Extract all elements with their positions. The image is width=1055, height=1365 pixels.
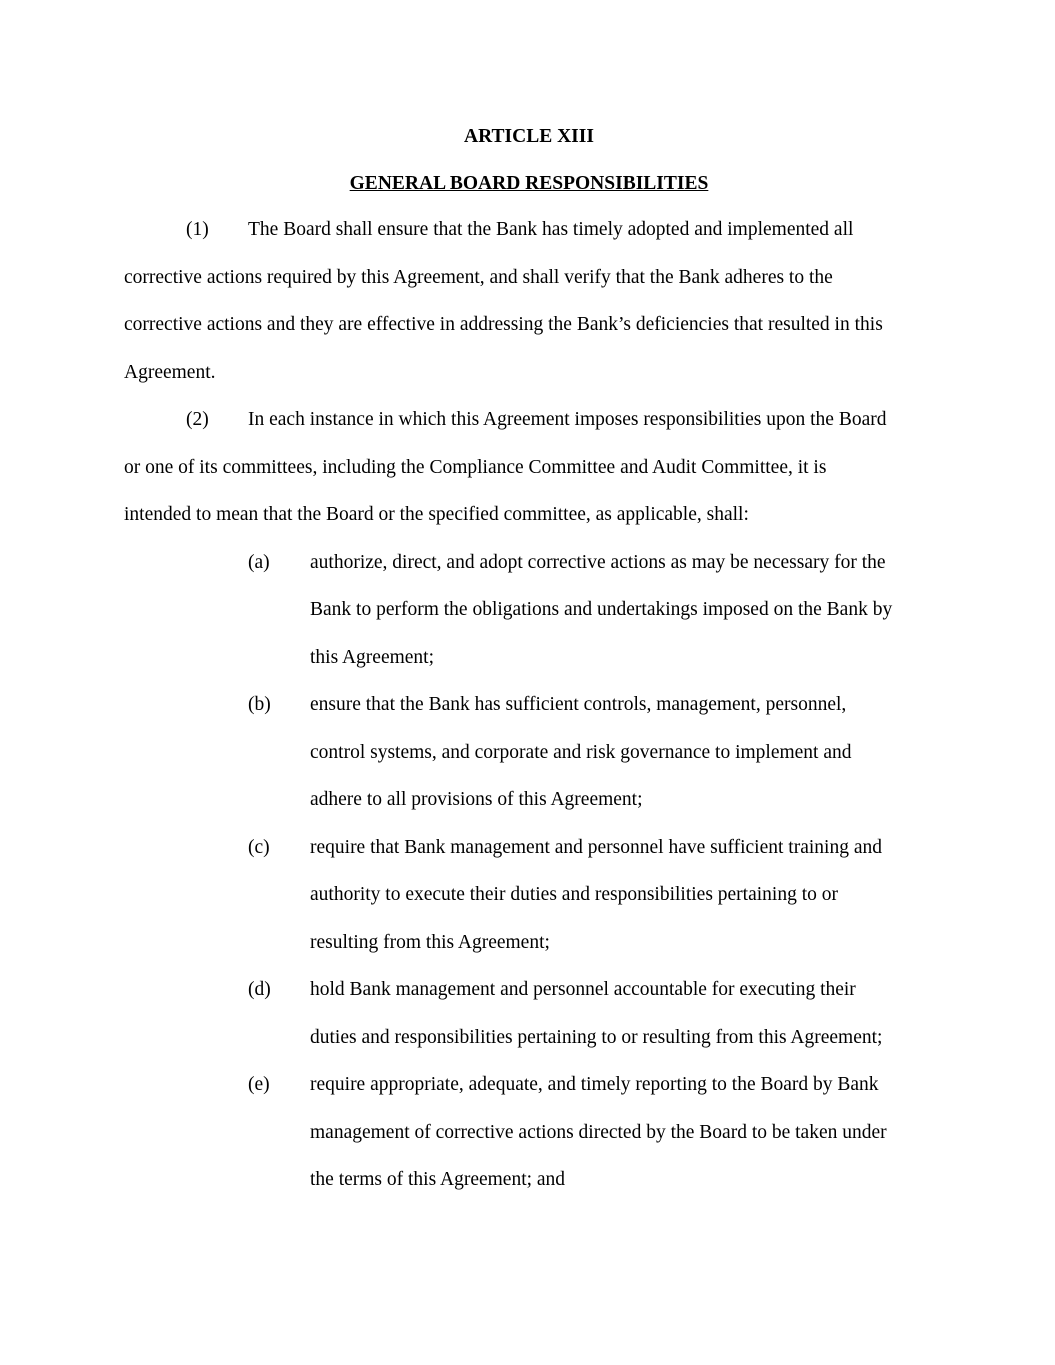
article-title: GENERAL BOARD RESPONSIBILITIES bbox=[349, 173, 709, 194]
paragraph-line: intended to mean that the Board or the specified committee, as applicable, shall: bbox=[124, 504, 749, 525]
list-item-e bbox=[124, 1061, 934, 1204]
list-line: management of corrective actions directed by the Board to be taken under bbox=[310, 1121, 887, 1143]
paragraph-line: The Board shall ensure that the Bank has timely adopted and implemented all bbox=[248, 219, 854, 240]
paragraph-line: Agreement. bbox=[124, 361, 216, 383]
paragraph-2 bbox=[124, 396, 934, 539]
list-item-c bbox=[124, 824, 934, 967]
list-line: require appropriate, adequate, and timely reporting to the Board by Bank bbox=[310, 1074, 879, 1095]
paragraph-line: corrective actions required by this Agreement, and shall verify that the Bank adheres to the bbox=[124, 266, 833, 288]
list-item-b bbox=[124, 681, 934, 824]
list-letter: (b) bbox=[248, 694, 271, 715]
list-letter: (c) bbox=[248, 836, 270, 858]
paragraph-1 bbox=[124, 206, 934, 396]
paragraph-line: corrective actions and they are effective in addressing the Bank’s deficiencies that resulted in this bbox=[124, 314, 883, 335]
list-line: this Agreement; bbox=[310, 646, 435, 668]
list-letter: (a) bbox=[248, 551, 270, 573]
document-page bbox=[124, 122, 934, 1204]
paragraph-line: In each instance in which this Agreement imposes responsibilities upon the Board bbox=[248, 409, 887, 430]
list-line: hold Bank management and personnel accountable for executing their bbox=[310, 979, 856, 1000]
list-line: authorize, direct, and adopt corrective actions as may be necessary for the bbox=[310, 551, 886, 573]
list-line: Bank to perform the obligations and undertakings imposed on the Bank by bbox=[310, 599, 893, 620]
list-line: ensure that the Bank has sufficient controls, management, personnel, bbox=[310, 694, 847, 715]
list-line: adhere to all provisions of this Agreement; bbox=[310, 789, 643, 810]
list-line: control systems, and corporate and risk governance to implement and bbox=[310, 741, 852, 763]
paragraph-line: or one of its committees, including the Compliance Committee and Audit Committee, it is bbox=[124, 456, 827, 478]
article-number: ARTICLE XIII bbox=[464, 126, 594, 147]
list-line: require that Bank management and personnel have sufficient training and bbox=[310, 836, 882, 858]
paragraph-number: (1) bbox=[186, 219, 209, 240]
list-line: duties and responsibilities pertaining to or resulting from this Agreement; bbox=[310, 1026, 883, 1048]
list-item-d bbox=[124, 966, 934, 1061]
responsibility-list bbox=[124, 539, 934, 1204]
list-line: authority to execute their duties and responsibilities pertaining to or bbox=[310, 884, 838, 905]
paragraph-number: (2) bbox=[186, 409, 209, 430]
list-letter: (e) bbox=[248, 1074, 270, 1095]
list-letter: (d) bbox=[248, 979, 271, 1000]
list-line: resulting from this Agreement; bbox=[310, 931, 550, 953]
list-item-a bbox=[124, 539, 934, 682]
list-line: the terms of this Agreement; and bbox=[310, 1169, 566, 1190]
